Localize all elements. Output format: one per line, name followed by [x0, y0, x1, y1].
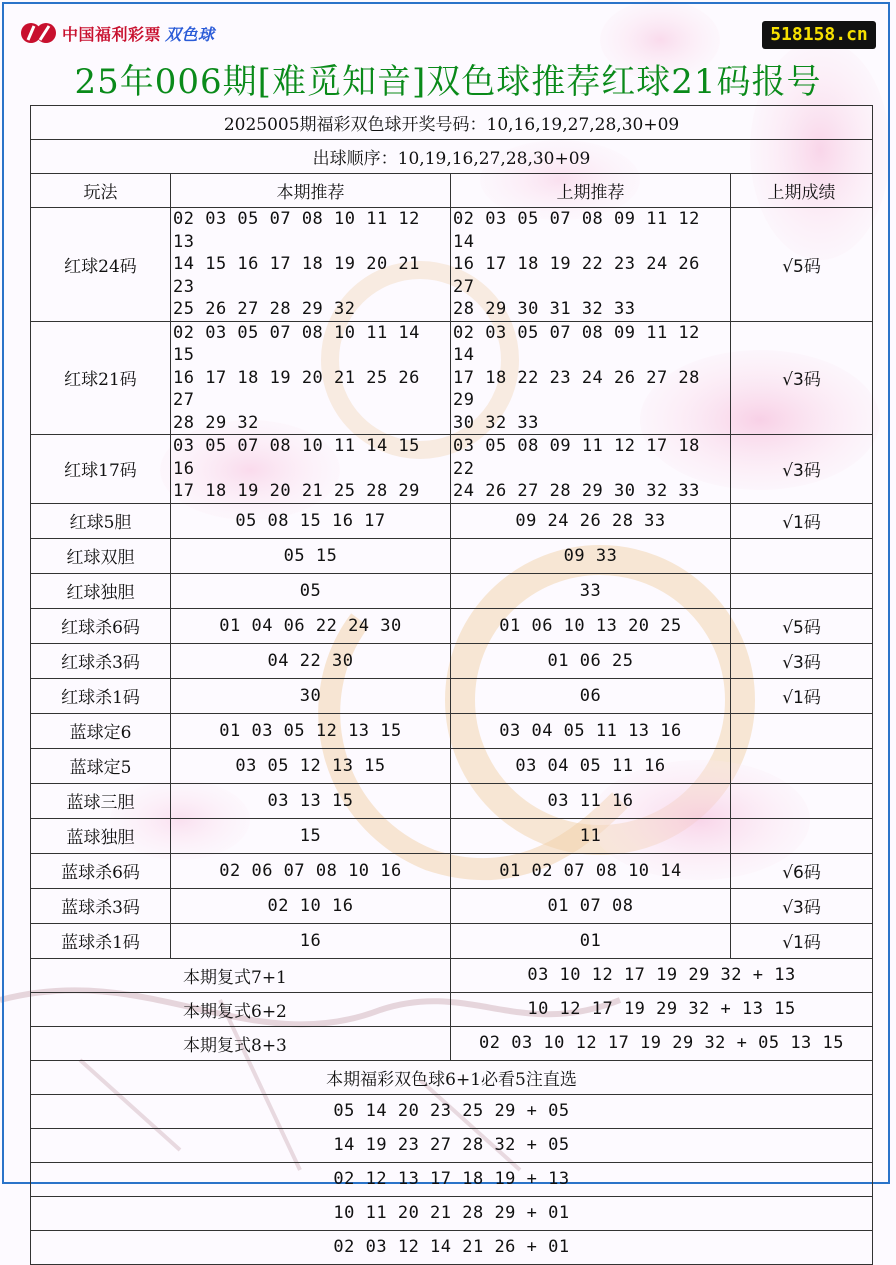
previous-result: √6码 [731, 853, 873, 888]
compound-row [31, 958, 873, 992]
number-line: 01 06 25 [547, 650, 634, 671]
play-name: 红球双胆 [31, 538, 171, 573]
previous-result: √5码 [731, 608, 873, 643]
previous-result: √1码 [731, 503, 873, 538]
table-row [31, 573, 873, 608]
table-row [31, 853, 873, 888]
previous-numbers [451, 573, 731, 608]
pick-row [31, 1196, 873, 1230]
pick-numbers: 05 14 20 23 25 29 + 05 [31, 1094, 873, 1128]
previous-numbers [451, 783, 731, 818]
previous-result: √3码 [731, 643, 873, 678]
compound-row [31, 992, 873, 1026]
number-line: 24 26 27 28 29 30 32 33 [453, 481, 700, 501]
site-badge: 518158.cn [762, 21, 876, 49]
play-name: 红球21码 [31, 321, 171, 435]
number-line: 02 10 16 [267, 895, 354, 916]
number-line: 15 [299, 825, 322, 846]
play-name: 红球17码 [31, 435, 171, 504]
current-numbers [171, 538, 451, 573]
number-line: 05 08 15 16 17 [235, 510, 386, 531]
number-line: 01 07 08 [547, 895, 634, 916]
previous-numbers [451, 678, 731, 713]
number-line: 17 18 19 20 21 25 28 29 [173, 481, 420, 501]
number-line: 16 [299, 930, 322, 951]
number-line: 01 03 05 12 13 15 [219, 720, 402, 741]
number-line: 01 06 10 13 20 25 [499, 615, 682, 636]
current-numbers [171, 713, 451, 748]
previous-numbers [451, 608, 731, 643]
number-line: 25 26 27 28 29 32 [173, 299, 356, 319]
lottery-logo-icon [20, 20, 58, 46]
previous-result [731, 573, 873, 608]
pick-numbers: 14 19 23 27 28 32 + 05 [31, 1128, 873, 1162]
previous-numbers [451, 818, 731, 853]
previous-numbers [451, 748, 731, 783]
previous-result: √3码 [731, 321, 873, 435]
pick-numbers: 10 11 20 21 28 29 + 01 [31, 1196, 873, 1230]
number-line: 28 29 32 [173, 412, 259, 433]
logo-text: 中国福利彩票 [62, 24, 162, 44]
current-numbers [171, 643, 451, 678]
play-name: 红球杀1码 [31, 678, 171, 713]
number-line: 03 05 12 13 15 [235, 755, 386, 776]
pick-row [31, 1230, 873, 1264]
draw-order-line: 出球顺序：10,19,16,27,28,30+09 [31, 140, 873, 174]
compound-label: 本期复式8+3 [31, 1026, 451, 1060]
pick-numbers: 02 12 13 17 18 19 + 13 [31, 1162, 873, 1196]
number-line: 03 13 15 [267, 790, 354, 811]
number-line: 03 05 07 08 10 11 14 15 16 [173, 436, 420, 479]
previous-result: √3码 [731, 888, 873, 923]
table-row [31, 503, 873, 538]
pick-row [31, 1094, 873, 1128]
previous-result: √5码 [731, 208, 873, 322]
number-line: 01 04 06 22 24 30 [219, 615, 402, 636]
compound-numbers: 10 12 17 19 29 32 + 13 15 [451, 992, 873, 1026]
previous-numbers [451, 853, 731, 888]
previous-numbers [451, 713, 731, 748]
number-line: 09 24 26 28 33 [515, 510, 666, 531]
compound-numbers: 02 03 10 12 17 19 29 32 + 05 13 15 [451, 1026, 873, 1060]
pick-numbers: 02 03 12 14 21 26 + 01 [31, 1230, 873, 1264]
number-line: 03 04 05 11 16 [515, 755, 666, 776]
number-line: 03 11 16 [547, 790, 634, 811]
header-row [31, 174, 873, 208]
table-row [31, 538, 873, 573]
play-name: 红球杀3码 [31, 643, 171, 678]
current-numbers [171, 853, 451, 888]
current-numbers [171, 748, 451, 783]
play-name: 红球杀6码 [31, 608, 171, 643]
number-line: 11 [579, 825, 602, 846]
current-numbers [171, 503, 451, 538]
number-line: 02 03 05 07 08 10 11 12 13 [173, 209, 420, 252]
prediction-table [30, 105, 873, 1265]
play-name: 蓝球定5 [31, 748, 171, 783]
number-line: 16 17 18 19 20 21 25 26 27 [173, 367, 420, 410]
play-name: 蓝球独胆 [31, 818, 171, 853]
current-numbers [171, 573, 451, 608]
play-name: 蓝球定6 [31, 713, 171, 748]
previous-numbers [451, 321, 731, 435]
column-header-play: 玩法 [31, 174, 171, 208]
picks-title-row [31, 1060, 873, 1094]
number-line: 09 33 [563, 545, 618, 566]
number-line: 02 03 05 07 08 09 11 12 14 [453, 322, 700, 365]
number-line: 01 [579, 930, 602, 951]
play-name: 红球5胆 [31, 503, 171, 538]
current-numbers [171, 923, 451, 958]
pick-row [31, 1128, 873, 1162]
number-line: 16 17 18 19 22 23 24 26 27 [453, 254, 700, 297]
table-row [31, 678, 873, 713]
page-title: 25年006期[难觅知音]双色球推荐红球21码报号 [74, 62, 822, 102]
number-line: 05 [299, 580, 322, 601]
number-line: 05 15 [283, 545, 338, 566]
previous-numbers [451, 435, 731, 504]
number-line: 33 [579, 580, 602, 601]
number-line: 30 32 33 [453, 412, 539, 433]
current-numbers [171, 783, 451, 818]
previous-result [731, 538, 873, 573]
column-header-previous: 上期推荐 [451, 174, 731, 208]
previous-numbers [451, 643, 731, 678]
play-name: 蓝球杀1码 [31, 923, 171, 958]
table-row [31, 818, 873, 853]
compound-label: 本期复式7+1 [31, 958, 451, 992]
table-row [31, 643, 873, 678]
number-line: 28 29 30 31 32 33 [453, 299, 636, 319]
play-name: 红球独胆 [31, 573, 171, 608]
column-header-current: 本期推荐 [171, 174, 451, 208]
number-line: 04 22 30 [267, 650, 354, 671]
current-numbers [171, 435, 451, 504]
previous-numbers [451, 923, 731, 958]
compound-label: 本期复式6+2 [31, 992, 451, 1026]
number-line: 03 05 08 09 11 12 17 18 22 [453, 436, 700, 479]
number-line: 17 18 22 23 24 26 27 28 29 [453, 367, 700, 410]
previous-result [731, 818, 873, 853]
number-line: 01 02 07 08 10 14 [499, 860, 682, 881]
pick-row [31, 1162, 873, 1196]
logo-subtext: 双色球 [165, 24, 215, 44]
previous-result [731, 748, 873, 783]
previous-result [731, 783, 873, 818]
current-numbers [171, 321, 451, 435]
previous-result [731, 713, 873, 748]
current-numbers [171, 818, 451, 853]
number-line: 02 03 05 07 08 10 11 14 15 [173, 322, 420, 365]
current-numbers [171, 888, 451, 923]
table-row [31, 748, 873, 783]
picks-title: 本期福彩双色球6+1必看5注直选 [31, 1060, 873, 1094]
play-name: 蓝球杀6码 [31, 853, 171, 888]
previous-numbers [451, 208, 731, 322]
compound-row [31, 1026, 873, 1060]
previous-result: √1码 [731, 678, 873, 713]
play-name: 蓝球三胆 [31, 783, 171, 818]
previous-numbers [451, 538, 731, 573]
current-numbers [171, 208, 451, 322]
table-row [31, 321, 873, 435]
number-line: 14 15 16 17 18 19 20 21 23 [173, 254, 420, 297]
draw-result-line: 2025005期福彩双色球开奖号码：10,16,19,27,28,30+09 [31, 106, 873, 140]
current-numbers [171, 678, 451, 713]
previous-result: √3码 [731, 435, 873, 504]
previous-numbers [451, 503, 731, 538]
current-numbers [171, 608, 451, 643]
play-name: 红球24码 [31, 208, 171, 322]
play-name: 蓝球杀3码 [31, 888, 171, 923]
table-row [31, 608, 873, 643]
table-row [31, 923, 873, 958]
number-line: 30 [299, 685, 322, 706]
table-row [31, 888, 873, 923]
table-row [31, 783, 873, 818]
column-header-result: 上期成绩 [731, 174, 873, 208]
table-row [31, 435, 873, 504]
table-row [31, 713, 873, 748]
number-line: 06 [579, 685, 602, 706]
number-line: 03 04 05 11 13 16 [499, 720, 682, 741]
lottery-logo [20, 20, 215, 46]
compound-numbers: 03 10 12 17 19 29 32 + 13 [451, 958, 873, 992]
number-line: 02 06 07 08 10 16 [219, 860, 402, 881]
table-row [31, 208, 873, 322]
previous-result: √1码 [731, 923, 873, 958]
previous-numbers [451, 888, 731, 923]
number-line: 02 03 05 07 08 09 11 12 14 [453, 209, 700, 252]
